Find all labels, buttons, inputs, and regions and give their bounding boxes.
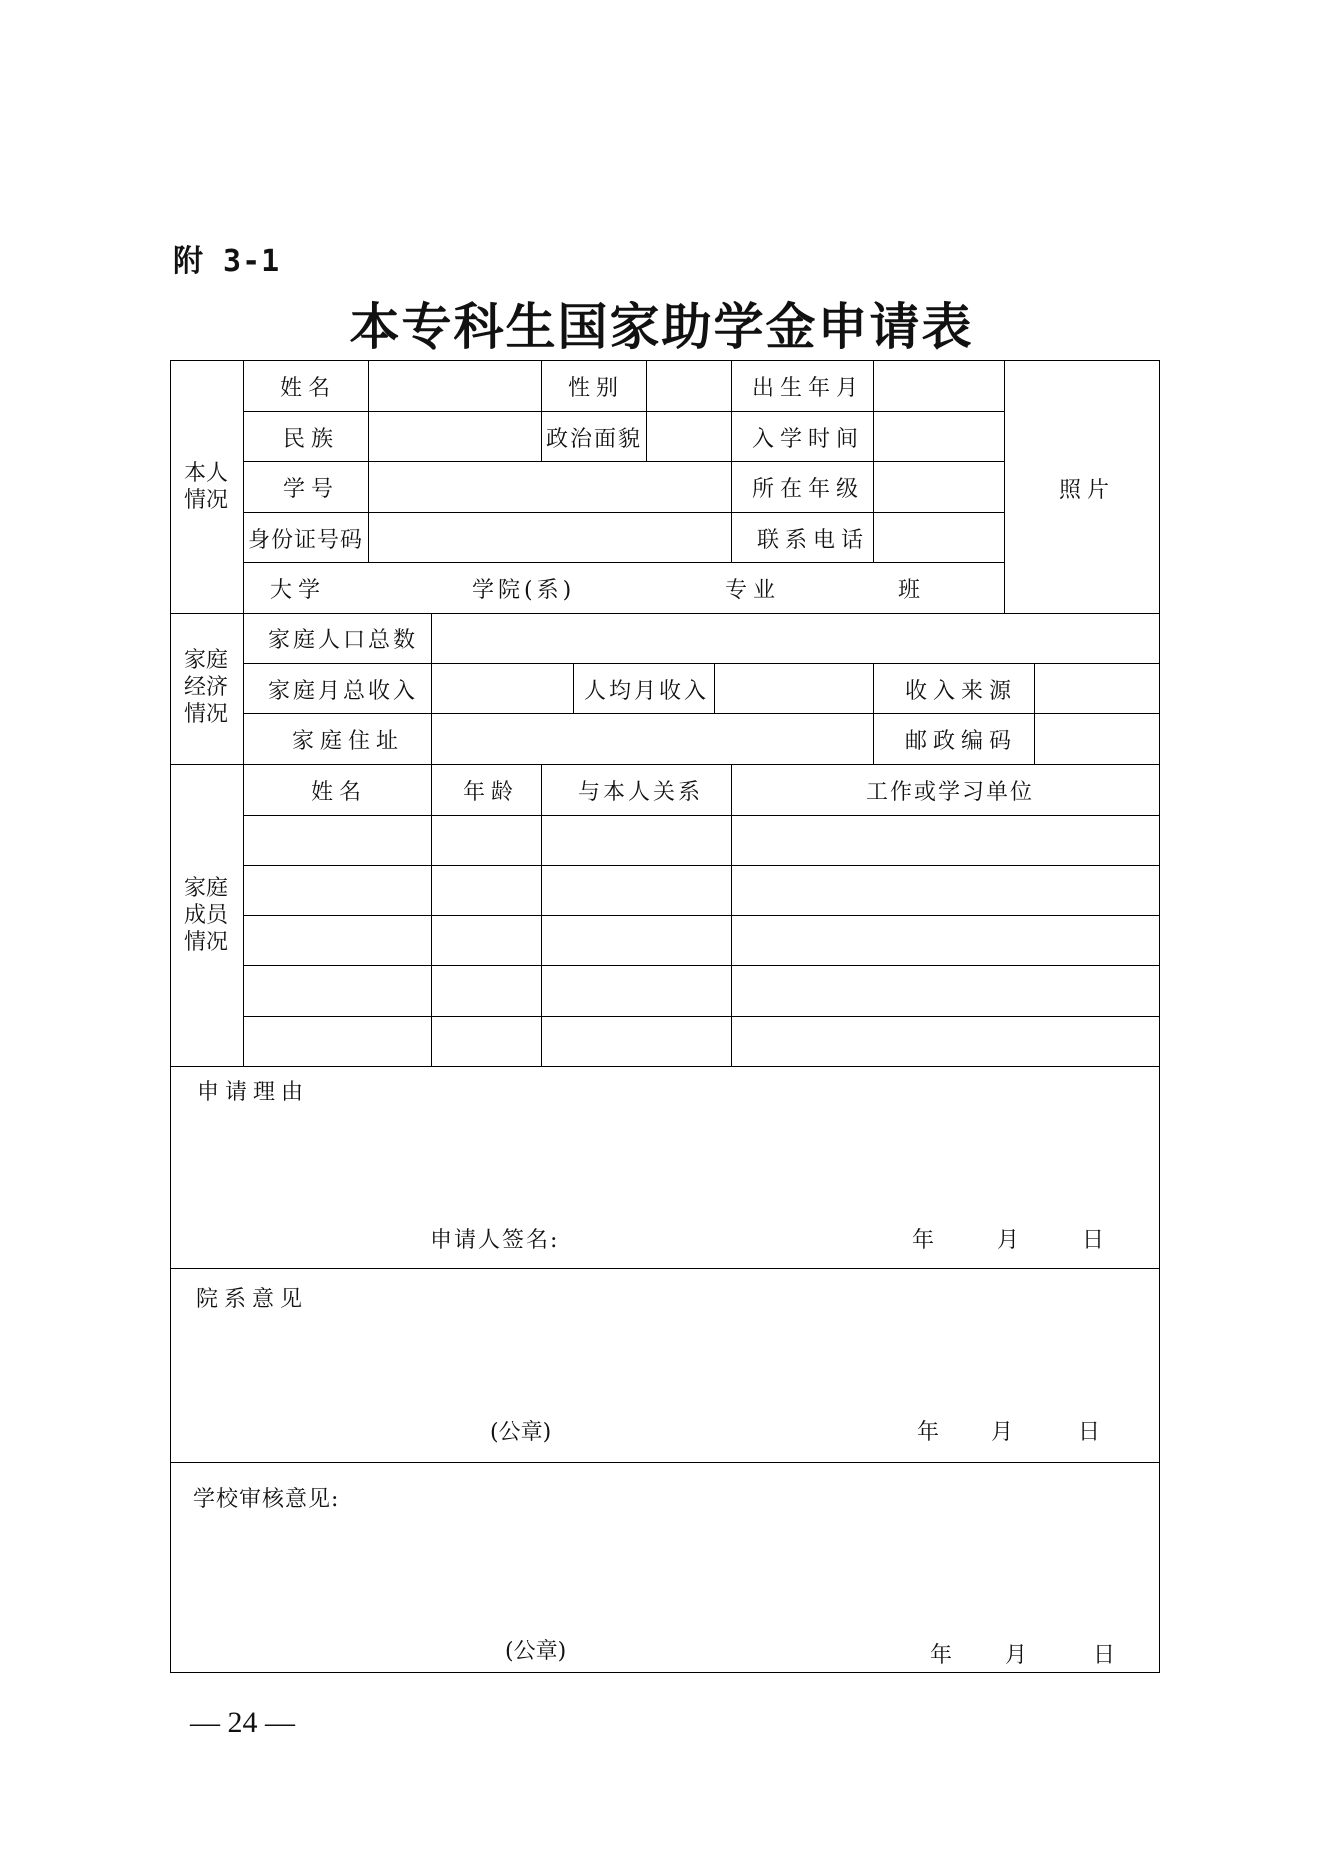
ethnicity-label: 民族 bbox=[283, 427, 340, 452]
school-review-label: 学校审核意见: bbox=[193, 1487, 340, 1512]
column-line bbox=[541, 360, 542, 461]
student-id-label: 学号 bbox=[283, 477, 340, 502]
section-line bbox=[170, 764, 1160, 765]
row-line bbox=[244, 965, 1160, 966]
row-line bbox=[244, 461, 1004, 462]
section-line bbox=[170, 1268, 1160, 1269]
column-line bbox=[873, 360, 874, 562]
member-relation-header: 与本人关系 bbox=[578, 780, 704, 805]
department-seal: (公章) bbox=[490, 1420, 552, 1445]
form-title: 本专科生国家助学金申请表 bbox=[349, 297, 974, 356]
population-label: 家庭人口总数 bbox=[268, 628, 419, 653]
school-month: 月 bbox=[1005, 1643, 1028, 1668]
birth-label: 出生年月 bbox=[752, 376, 865, 401]
row-line bbox=[244, 1016, 1160, 1017]
school-day: 日 bbox=[1093, 1643, 1116, 1668]
column-line bbox=[368, 360, 369, 562]
photo-label: 照片 bbox=[1059, 478, 1116, 503]
gender-label: 性别 bbox=[568, 376, 625, 401]
annex-label: 附 3-1 bbox=[173, 244, 281, 279]
university-label: 大学 bbox=[270, 578, 327, 603]
column-line bbox=[731, 360, 732, 562]
income-source-label: 收入来源 bbox=[905, 679, 1018, 704]
section-line bbox=[170, 613, 1160, 614]
enroll-label: 入学时间 bbox=[752, 427, 865, 452]
department-month: 月 bbox=[991, 1420, 1014, 1445]
school-seal: (公章) bbox=[505, 1639, 567, 1664]
college-label: 学院(系) bbox=[472, 578, 576, 603]
column-line bbox=[714, 663, 715, 713]
reason-month: 月 bbox=[997, 1228, 1020, 1253]
department-opinion-label: 院系意见 bbox=[196, 1287, 309, 1312]
department-day: 日 bbox=[1078, 1420, 1101, 1445]
row-line bbox=[244, 411, 1004, 412]
class-label: 班 bbox=[898, 578, 921, 603]
section-line bbox=[170, 1066, 1160, 1067]
member-name-header: 姓名 bbox=[311, 780, 368, 805]
school-year: 年 bbox=[930, 1643, 953, 1668]
phone-label: 联系电话 bbox=[757, 528, 870, 553]
column-line bbox=[431, 613, 432, 1066]
reason-day: 日 bbox=[1082, 1228, 1105, 1253]
reason-year: 年 bbox=[912, 1228, 935, 1253]
department-year: 年 bbox=[917, 1420, 940, 1445]
row-line bbox=[244, 512, 1004, 513]
political-label: 政治面貌 bbox=[546, 427, 643, 452]
monthly-income-label: 家庭月总收入 bbox=[268, 679, 419, 704]
id-card-label: 身份证号码 bbox=[248, 528, 364, 553]
major-label: 专业 bbox=[725, 578, 782, 603]
postcode-label: 邮政编码 bbox=[905, 729, 1018, 754]
address-label: 家庭住址 bbox=[292, 729, 405, 754]
column-line bbox=[646, 360, 647, 461]
row-line bbox=[244, 562, 1004, 563]
member-age-header: 年龄 bbox=[463, 780, 520, 805]
applicant-signature-label: 申请人签名: bbox=[430, 1228, 560, 1253]
column-line bbox=[1004, 360, 1005, 613]
column-line bbox=[873, 663, 874, 764]
column-line bbox=[573, 663, 574, 713]
row-line bbox=[244, 713, 1160, 714]
column-line bbox=[243, 360, 244, 1066]
row-line bbox=[244, 663, 1160, 664]
section-line bbox=[170, 1462, 1160, 1463]
page-number: — 24 — bbox=[190, 1706, 295, 1739]
grade-label: 所在年级 bbox=[752, 477, 865, 502]
column-line bbox=[541, 764, 542, 1066]
row-line bbox=[244, 865, 1160, 866]
column-line bbox=[1034, 663, 1035, 764]
application-reason-label: 申请理由 bbox=[197, 1080, 310, 1105]
personal-section-label: 本人 情况 bbox=[183, 461, 228, 513]
per-capita-label: 人均月收入 bbox=[584, 679, 710, 704]
family-economy-section-label: 家庭 经济 情况 bbox=[183, 648, 228, 727]
family-members-section-label: 家庭 成员 情况 bbox=[183, 876, 228, 955]
row-line bbox=[244, 915, 1160, 916]
row-line bbox=[244, 815, 1160, 816]
column-line bbox=[731, 764, 732, 1066]
member-workplace-header: 工作或学习单位 bbox=[866, 780, 1035, 805]
name-label: 姓名 bbox=[280, 376, 337, 401]
